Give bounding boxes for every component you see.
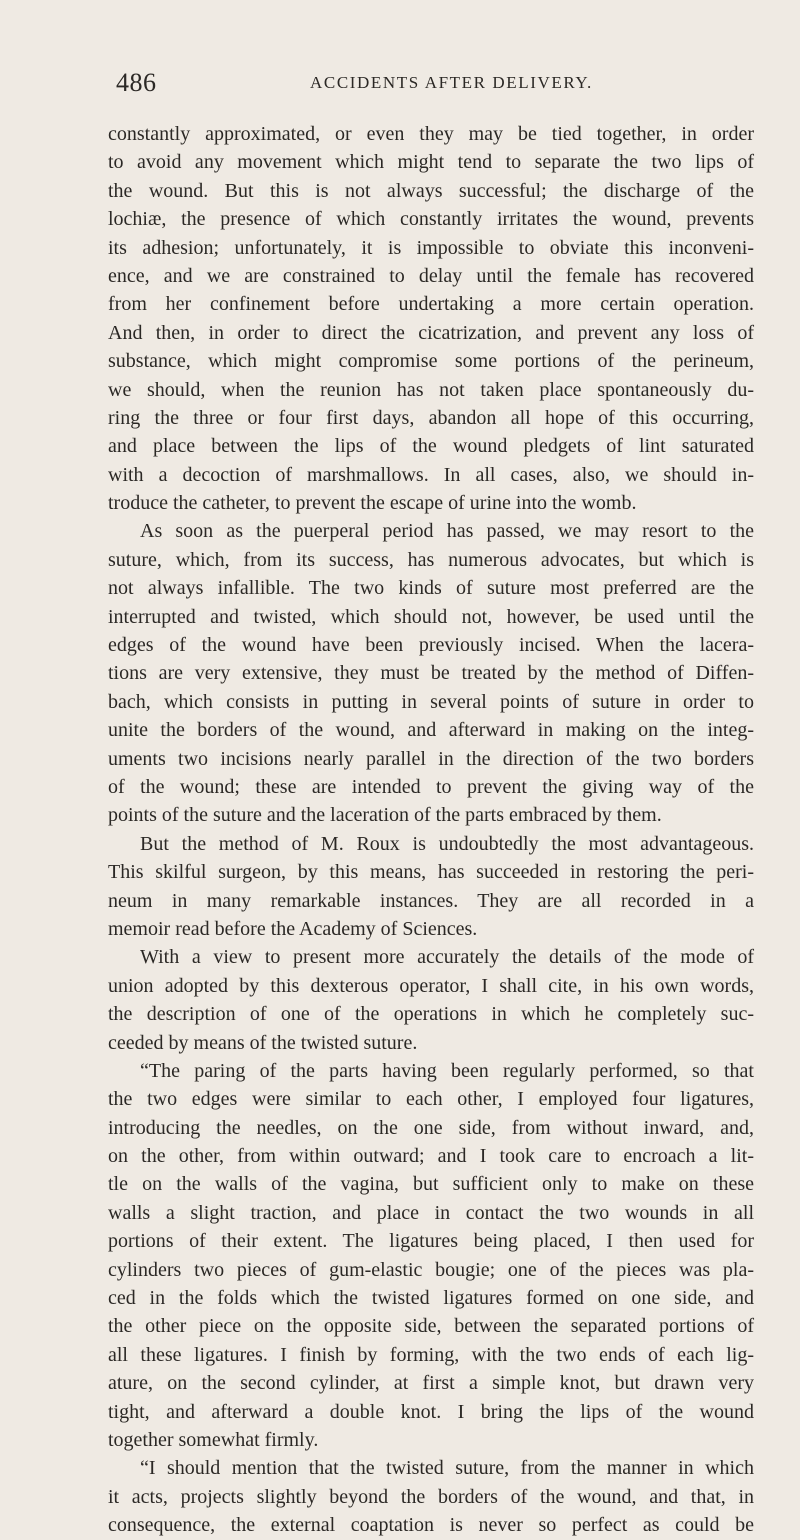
running-head: ACCIDENTS AFTER DELIVERY. — [310, 73, 593, 92]
text-line: substance, which might compromise some portions of the perineum, — [108, 350, 754, 373]
text-line: “The paring of the parts having been regularly performed, so that — [140, 1059, 754, 1082]
text-line: tight, and afterward a double knot. I bring the lips of the wound — [108, 1400, 754, 1423]
text-line: and place between the lips of the wound pledgets of lint saturated — [108, 435, 754, 458]
text-line: neum in many remarkable instances. They are all recorded in a — [108, 889, 754, 912]
text-line: the wound. But this is not always successful; the discharge of the — [108, 179, 754, 202]
page-number: 486 — [116, 68, 157, 97]
text-line: interrupted and twisted, which should not, however, be used until the — [108, 605, 754, 628]
text-line: lochiæ, the presence of which constantly irritates the wound, prevents — [108, 208, 754, 231]
text-line: together somewhat firmly. — [108, 1428, 319, 1451]
page-header — [108, 64, 754, 102]
text-line: it acts, projects slightly beyond the borders of the wound, and that, in — [108, 1485, 754, 1508]
text-line: tions are very extensive, they must be treated by the method of Diffen- — [108, 662, 754, 685]
text-line: union adopted by this dexterous operator, I shall cite, in his own words, — [108, 974, 754, 997]
text-line: with a decoction of marshmallows. In all cases, also, we should in- — [108, 463, 754, 486]
text-line: to avoid any movement which might tend to separate the two lips of — [108, 151, 754, 174]
text-line: ence, and we are constrained to delay until the female has recovered — [108, 264, 754, 287]
text-line: all these ligatures. I finish by forming, with the two ends of each lig- — [108, 1343, 754, 1366]
text-line: But the method of M. Roux is undoubtedly the most advantageous. — [140, 832, 754, 855]
text-line: ceeded by means of the twisted suture. — [108, 1031, 418, 1054]
text-line: we should, when the reunion has not taken place spontaneously du- — [108, 378, 754, 401]
text-line: memoir read before the Academy of Sciences. — [108, 917, 478, 940]
text-line: introducing the needles, on the one side, from without inward, and, — [108, 1116, 754, 1139]
text-line: the other piece on the opposite side, between the separated portions of — [108, 1315, 754, 1338]
text-line: And then, in order to direct the cicatrization, and prevent any loss of — [108, 321, 754, 344]
text-line: points of the suture and the laceration of the parts embraced by them. — [108, 804, 662, 827]
book-page — [0, 64, 800, 1537]
text-line: the description of one of the operations in which he completely suc- — [108, 1003, 754, 1026]
text-line: uments two incisions nearly parallel in the direction of the two borders — [108, 747, 754, 770]
text-line: ring the three or four first days, abandon all hope of this occurring, — [108, 406, 754, 429]
text-line: ced in the folds which the twisted ligatures formed on one side, and — [108, 1287, 754, 1310]
text-line: on the other, from within outward; and I took care to encroach a lit- — [108, 1145, 754, 1168]
text-line: unite the borders of the wound, and afterward in making on the integ- — [108, 719, 754, 742]
text-line: constantly approximated, or even they may be tied together, in order — [108, 123, 754, 145]
text-line: its adhesion; unfortunately, it is impossible to obviate this inconveni- — [108, 236, 754, 259]
text-line: suture, which, from its success, has numerous advocates, but which is — [108, 548, 754, 571]
text-line: edges of the wound have been previously incised. When the lacera- — [108, 634, 754, 657]
text-line: cylinders two pieces of gum-elastic bougie; one of the pieces was pla- — [108, 1258, 754, 1281]
text-line: tle on the walls of the vagina, but sufficient only to make on these — [108, 1173, 754, 1196]
text-line: troduce the catheter, to prevent the escape of urine into the womb. — [108, 492, 637, 515]
text-line: of the wound; these are intended to prevent the giving way of the — [108, 775, 754, 798]
text-line: bach, which consists in putting in several points of suture in order to — [108, 690, 754, 713]
text-line: As soon as the puerperal period has passed, we may resort to the — [140, 520, 754, 543]
text-line: consequence, the external coaptation is never so perfect as could be — [108, 1514, 754, 1537]
text-line: This skilful surgeon, by this means, has succeeded in restoring the peri- — [108, 861, 754, 884]
text-line: the two edges were similar to each other, I employed four ligatures, — [108, 1088, 754, 1111]
text-line: ature, on the second cylinder, at first a simple knot, but drawn very — [108, 1372, 754, 1395]
text-line: portions of their extent. The ligatures being placed, I then used for — [108, 1230, 754, 1253]
text-line: from her confinement before undertaking a more certain operation. — [108, 293, 754, 316]
body-text — [108, 120, 754, 1540]
text-line: “I should mention that the twisted suture, from the manner in which — [140, 1457, 754, 1480]
text-line: not always infallible. The two kinds of suture most preferred are the — [108, 577, 754, 600]
text-line: With a view to present more accurately the details of the mode of — [140, 946, 754, 969]
text-line: walls a slight traction, and place in contact the two wounds in all — [108, 1201, 754, 1224]
